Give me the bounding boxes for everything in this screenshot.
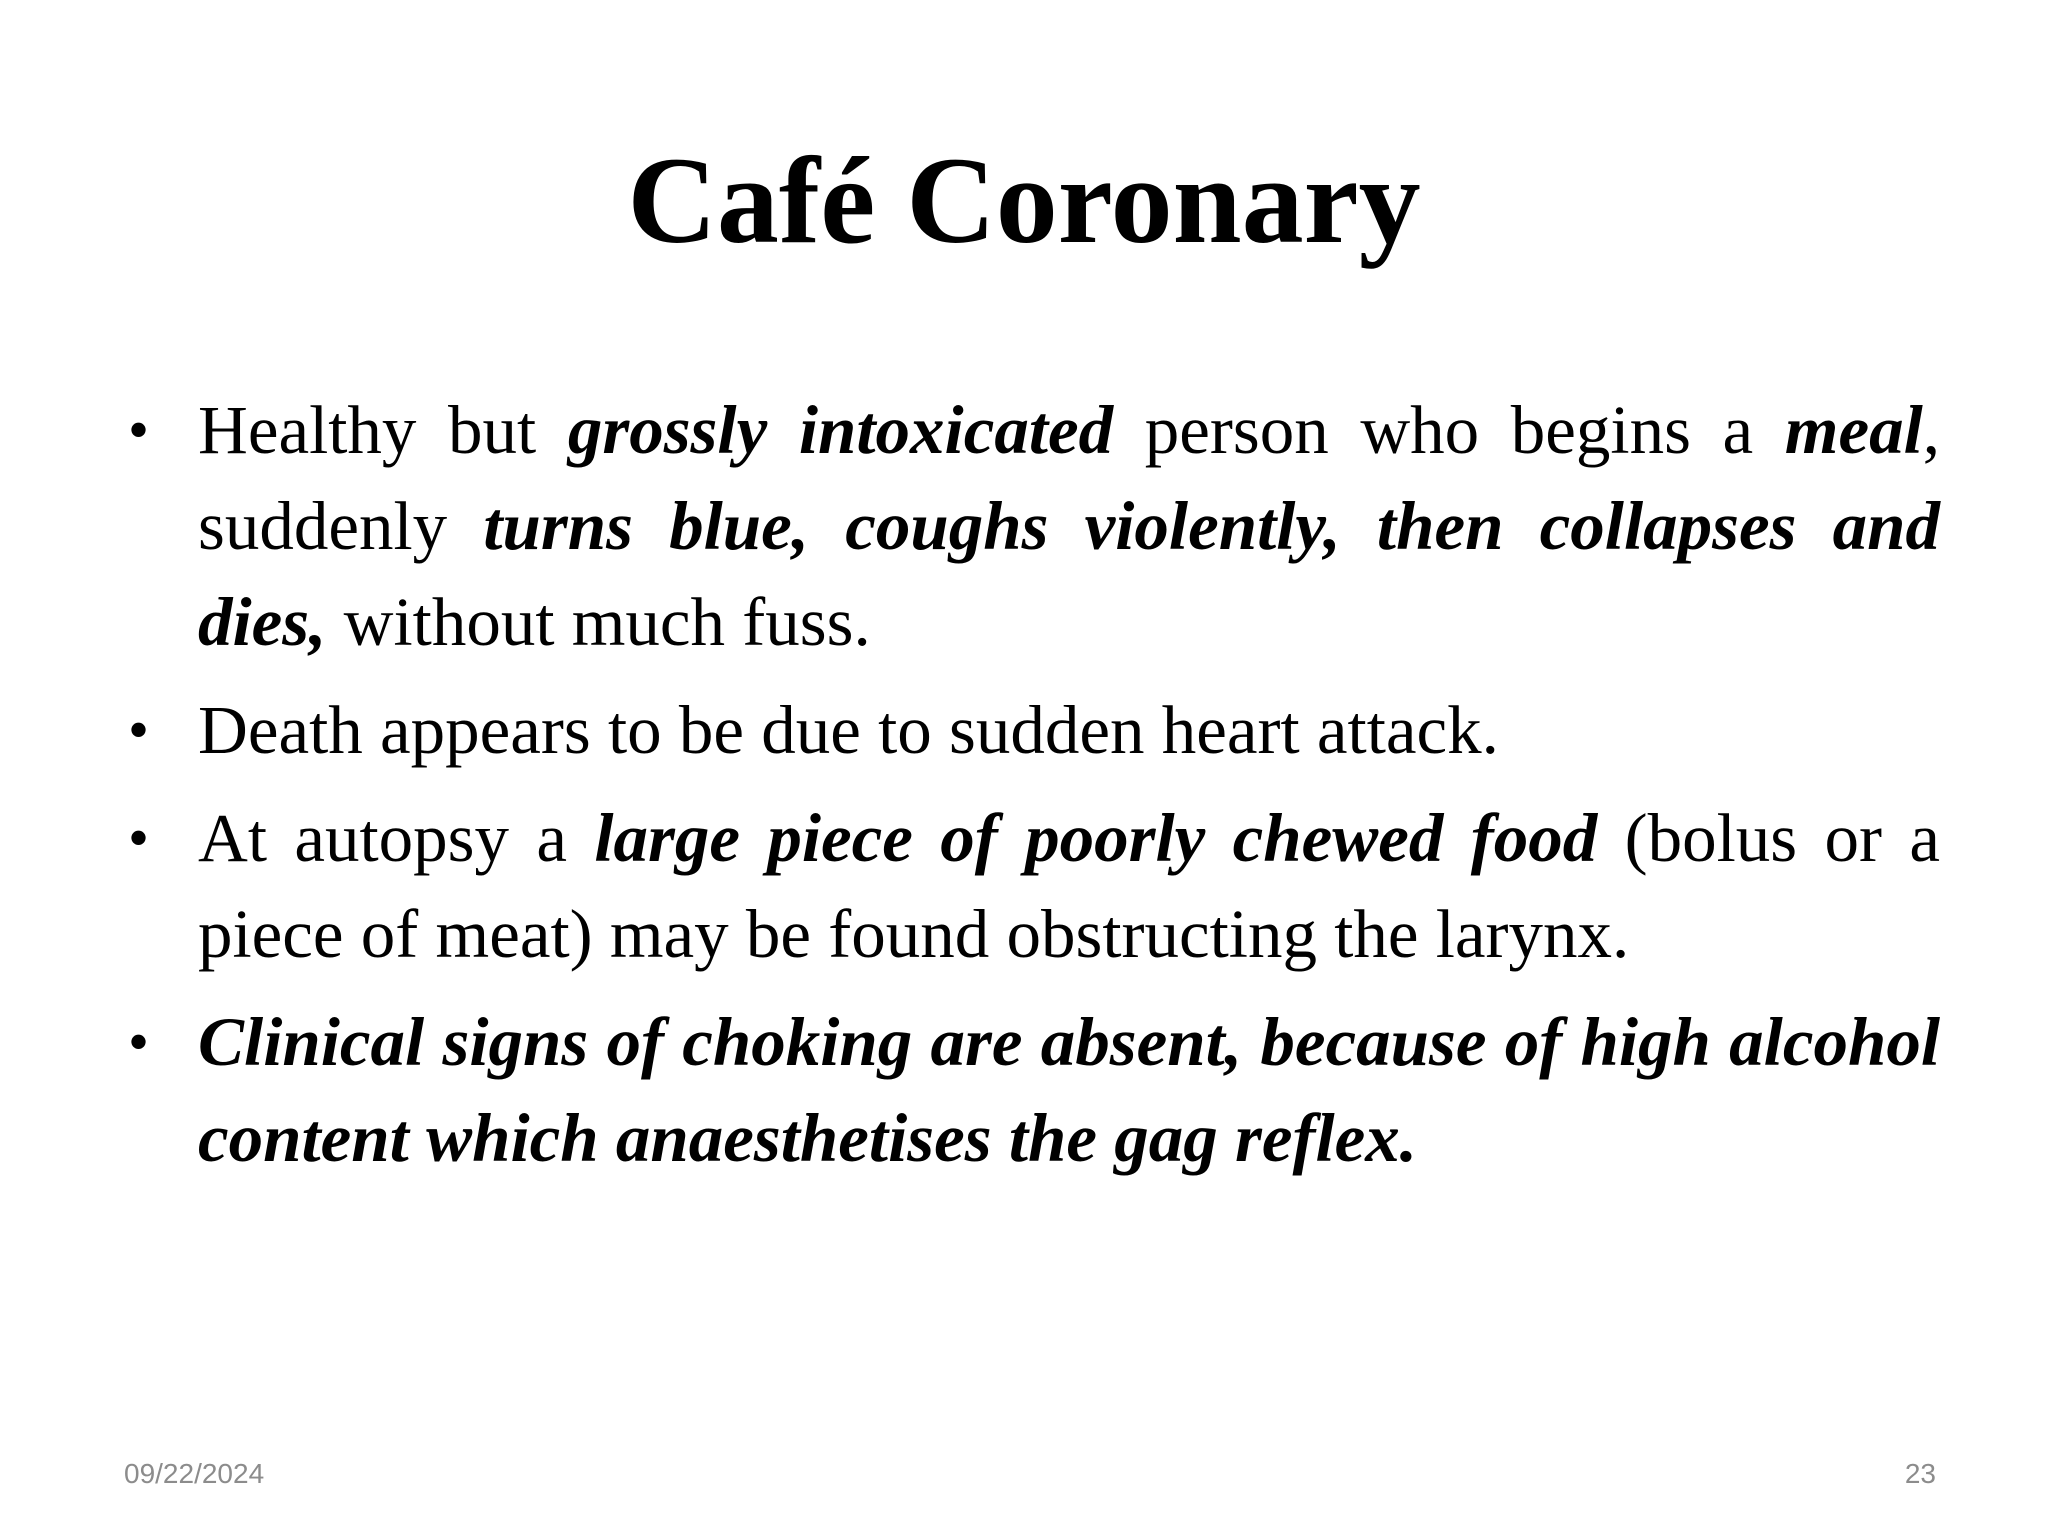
bullet-dot-icon: • <box>128 397 150 463</box>
text-run: (bolus or a piece of meat) may be found obstructing the larynx. <box>198 800 1940 972</box>
slide-number: 23 <box>1904 1458 1936 1489</box>
emphasized-text-run: large piece of poorly chewed food <box>594 800 1598 876</box>
bullet-text <box>198 800 1940 972</box>
text-run: , suddenly <box>198 392 1940 564</box>
bullet-text <box>198 392 1940 660</box>
text-run: At autopsy a <box>198 800 595 876</box>
text-run: person who begins a <box>1113 392 1785 468</box>
bullet-list <box>120 382 1940 1198</box>
text-run: without much fuss. <box>326 584 871 660</box>
bullet-dot-icon: • <box>128 697 150 763</box>
bullet-item <box>120 382 1940 670</box>
text-run: Death appears to be due to sudden heart attack. <box>198 692 1499 768</box>
bullet-dot-icon: • <box>128 1009 150 1075</box>
bullet-dot-icon: • <box>128 805 150 871</box>
bullet-item <box>120 994 1940 1186</box>
slide-title: Café Coronary <box>627 132 1421 269</box>
bullet-text <box>198 692 1499 768</box>
emphasized-text-run: grossly intoxicated <box>567 392 1114 468</box>
bullet-text <box>198 1004 1940 1176</box>
emphasized-text-run: turns blue, coughs violently, then collapses and dies, <box>198 488 1940 660</box>
text-run: Healthy but <box>198 392 568 468</box>
bullet-item <box>120 682 1940 778</box>
emphasized-text-run: meal <box>1784 392 1923 468</box>
emphasized-text-run: Clinical signs of choking are absent, because of high alcohol content which anaesthetises the gag reflex. <box>198 1004 1940 1176</box>
bullet-item <box>120 790 1940 982</box>
footer-date: 09/22/2024 <box>124 1458 265 1489</box>
